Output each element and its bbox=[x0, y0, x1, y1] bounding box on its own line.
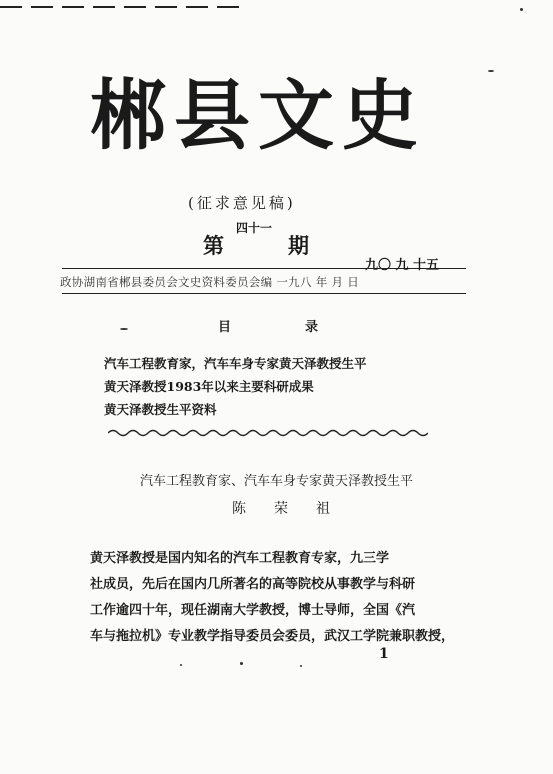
journal-subtitle: (征求意见稿) bbox=[188, 194, 296, 212]
toc-item: 汽车工程教育家，汽车车身专家黄天泽教授生平 bbox=[104, 356, 367, 371]
body-line: 工作逾四十年，现任湖南大学教授，博士导师，全国《汽 bbox=[90, 603, 416, 618]
author-char: 荣 bbox=[274, 501, 288, 517]
page-number: 1 bbox=[379, 646, 389, 662]
wavy-divider bbox=[108, 428, 428, 438]
header-rule-bottom bbox=[62, 293, 466, 294]
scan-speck bbox=[488, 70, 494, 72]
header-rule-top bbox=[62, 268, 466, 269]
body-line: 黄天泽教授是国内知名的汽车工程教育专家，九三学 bbox=[90, 551, 390, 566]
body-line: 社成员，先后在国内几所著名的高等院校从事教学与科研 bbox=[90, 577, 416, 592]
article-title: 汽车工程教育家、汽车车身专家黄天泽教授生平 bbox=[140, 474, 414, 489]
toc-item: 黄天泽教授生平资料 bbox=[104, 402, 217, 417]
toc-heading bbox=[218, 316, 318, 335]
top-dash-border bbox=[0, 0, 270, 10]
article-author bbox=[232, 498, 330, 518]
toc-list bbox=[104, 352, 367, 421]
body-line: 车与拖拉机》专业教学指导委员会委员，武汉工学院兼职教授， bbox=[90, 629, 455, 644]
scan-speck bbox=[240, 662, 243, 665]
toc-item: 黄天泽教授1983年以来主要科研成果 bbox=[104, 379, 314, 394]
scan-speck bbox=[520, 8, 523, 11]
author-char: 祖 bbox=[316, 501, 330, 517]
scan-speck bbox=[300, 665, 302, 667]
publication-date: 九〇 九 十五 bbox=[365, 258, 440, 273]
scan-speck bbox=[120, 328, 128, 330]
issue-label bbox=[203, 230, 309, 260]
issue-number: 四十一 bbox=[236, 221, 273, 235]
toc-heading-left: 目 bbox=[218, 320, 232, 335]
toc-heading-right: 录 bbox=[305, 320, 319, 335]
journal-title: 郴县文史 bbox=[90, 71, 426, 160]
publisher-line: 政协湖南省郴县委员会文史资料委员会编 一九八 年 月 日 bbox=[60, 275, 360, 289]
issue-label-left: 第 bbox=[203, 233, 224, 258]
scan-speck bbox=[180, 664, 182, 666]
author-char: 陈 bbox=[232, 501, 246, 517]
article-body bbox=[90, 546, 460, 650]
issue-label-right: 期 bbox=[288, 233, 309, 258]
